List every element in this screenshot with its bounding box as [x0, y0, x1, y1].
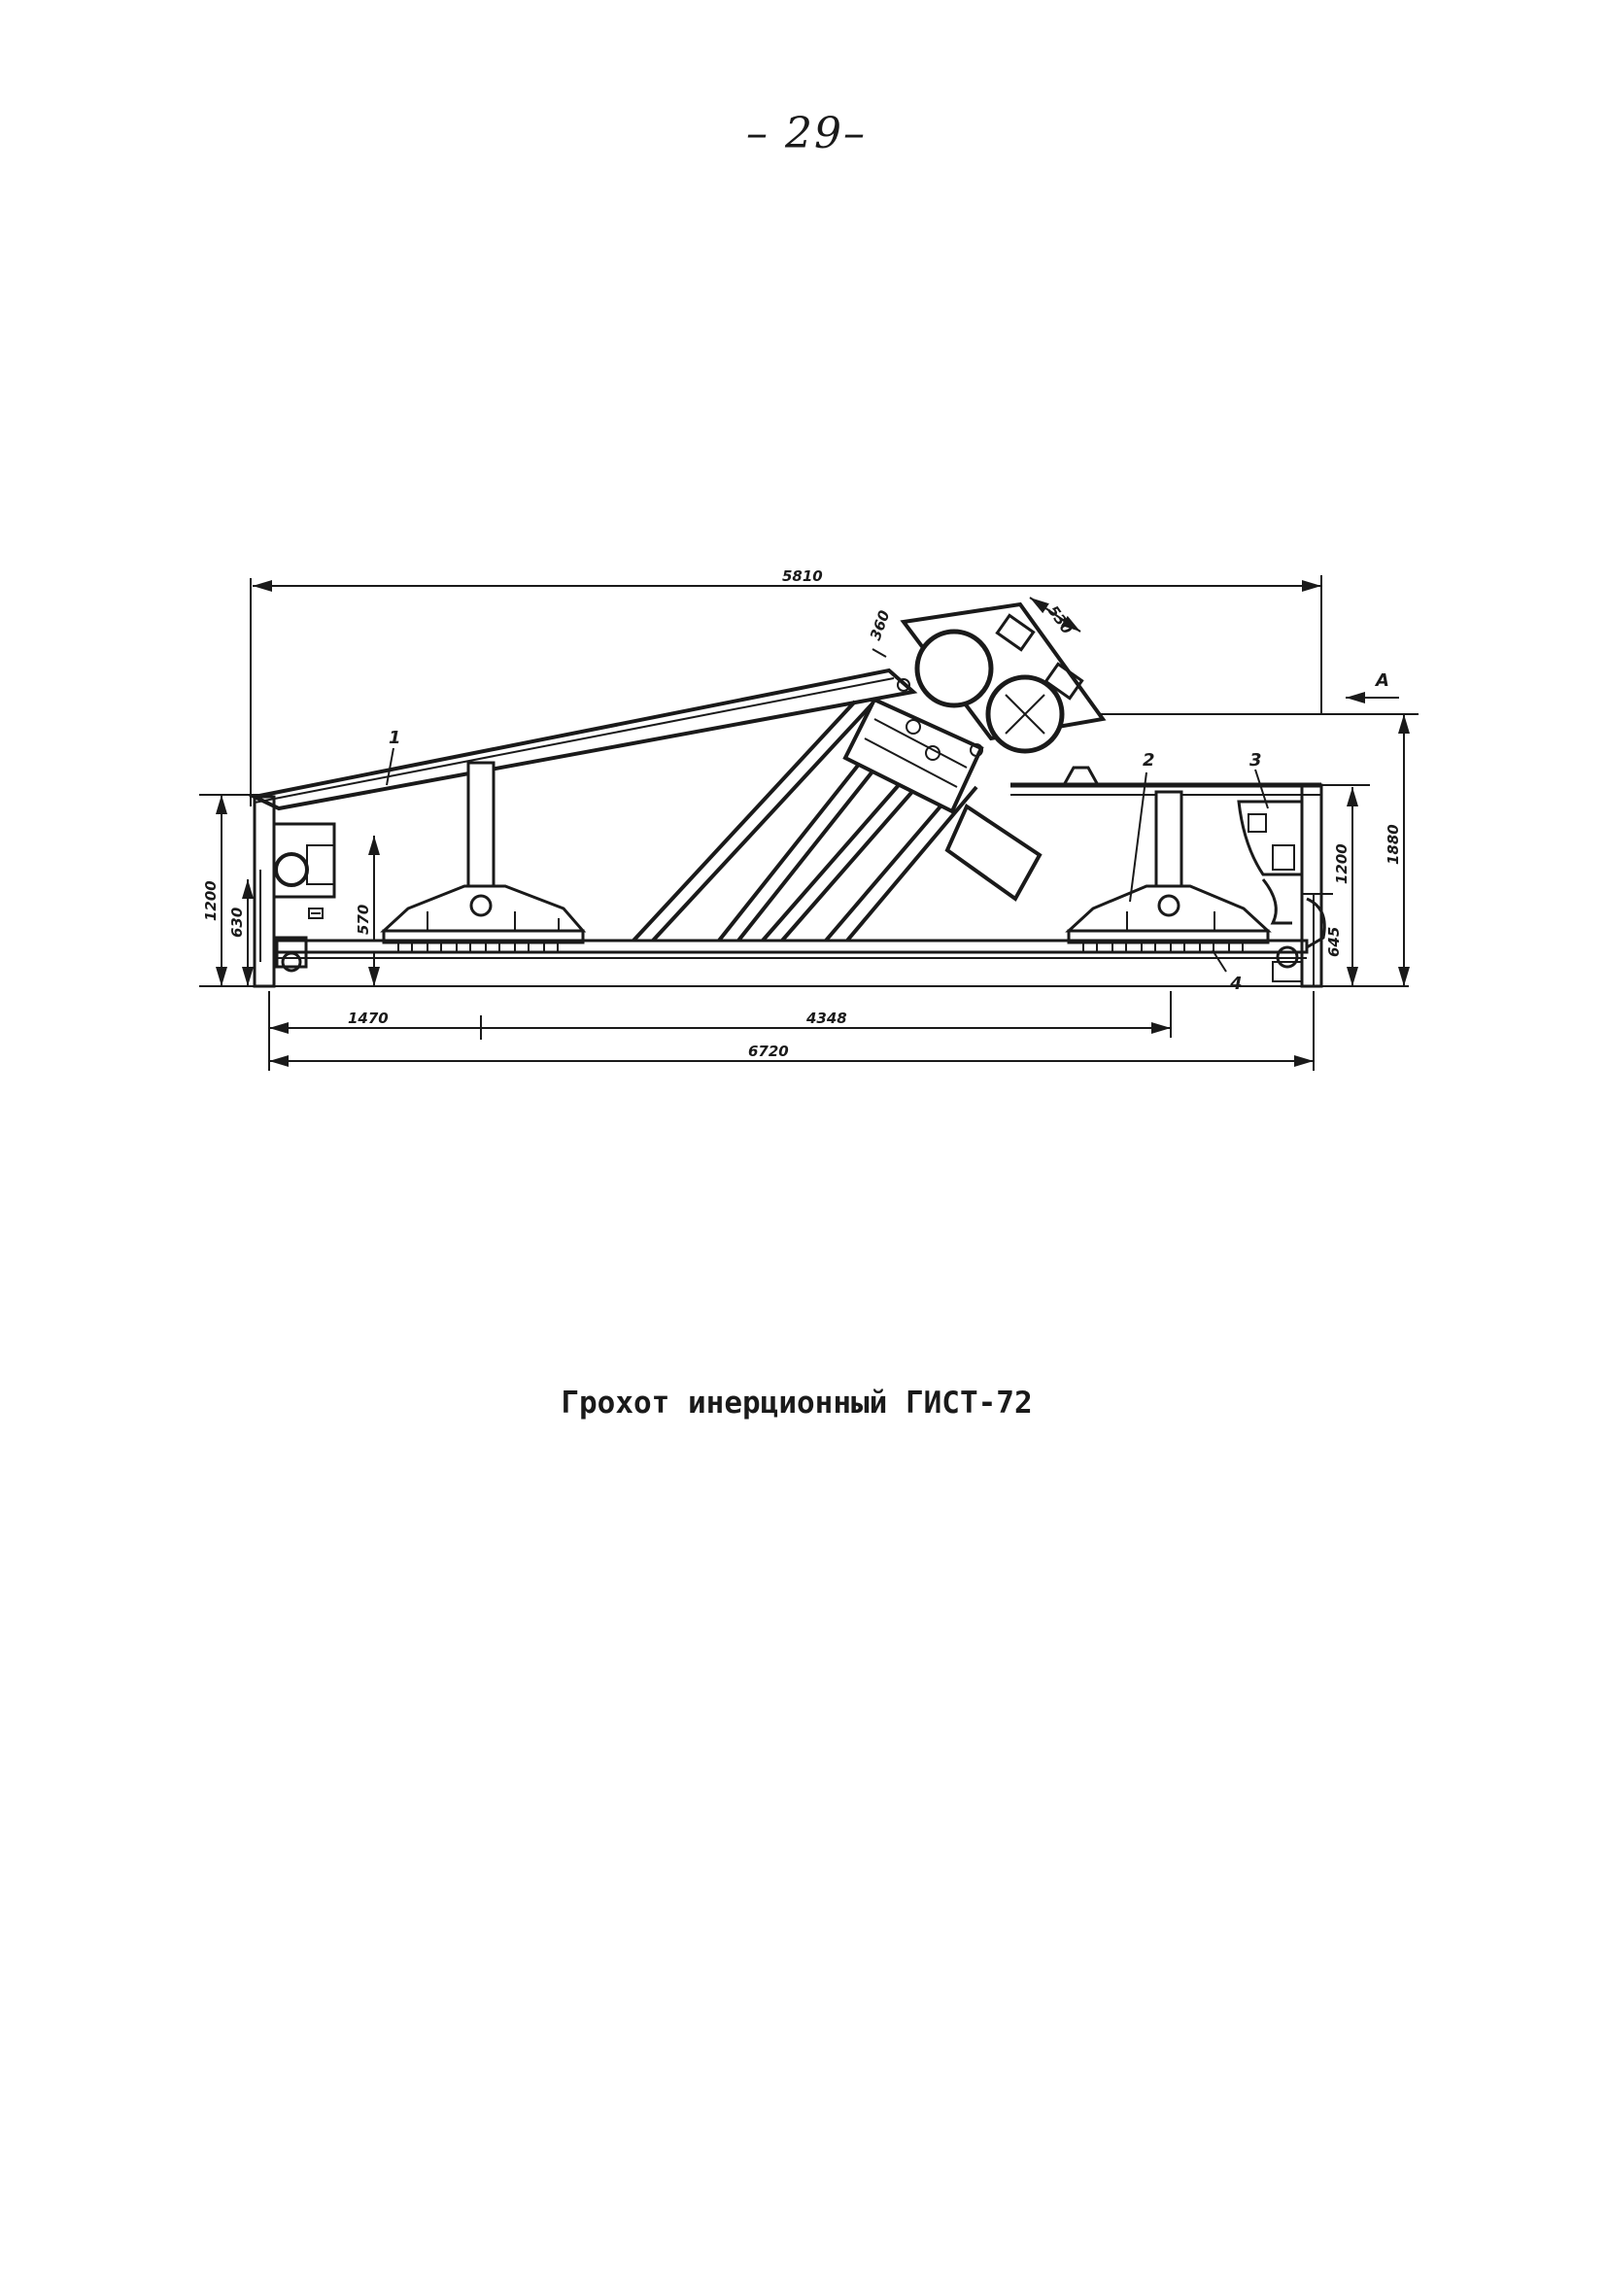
spring-support-left [384, 886, 583, 952]
dim-360: 360 [866, 607, 894, 643]
callout-4: 4 [1230, 974, 1243, 994]
callout-1: 1 [389, 728, 401, 748]
spring-support-right [1069, 886, 1268, 952]
dim-right-1200: 1200 [1333, 843, 1351, 884]
vibrator-unit [845, 601, 1103, 899]
figure-caption: Грохот инерционный ГИСТ-72 [561, 1386, 1033, 1421]
view-mark-a: А [1376, 670, 1389, 691]
dim-4348: 4348 [806, 1010, 847, 1027]
dim-1470: 1470 [348, 1010, 389, 1027]
dim-6720: 6720 [748, 1043, 789, 1060]
callout-2: 2 [1143, 750, 1155, 771]
right-chute-unit [1239, 802, 1324, 981]
dim-5810: 5810 [782, 567, 823, 585]
callout-3: 3 [1249, 750, 1262, 771]
page-number: – 29– [746, 109, 867, 158]
dim-530: 530 [1043, 601, 1077, 637]
dim-645: 645 [1325, 926, 1343, 957]
dim-left-630: 630 [228, 907, 246, 938]
dim-left-1200: 1200 [202, 880, 220, 921]
dim-1880: 1880 [1385, 824, 1402, 865]
dim-570: 570 [355, 904, 372, 935]
dimension-lines [199, 575, 1419, 1071]
